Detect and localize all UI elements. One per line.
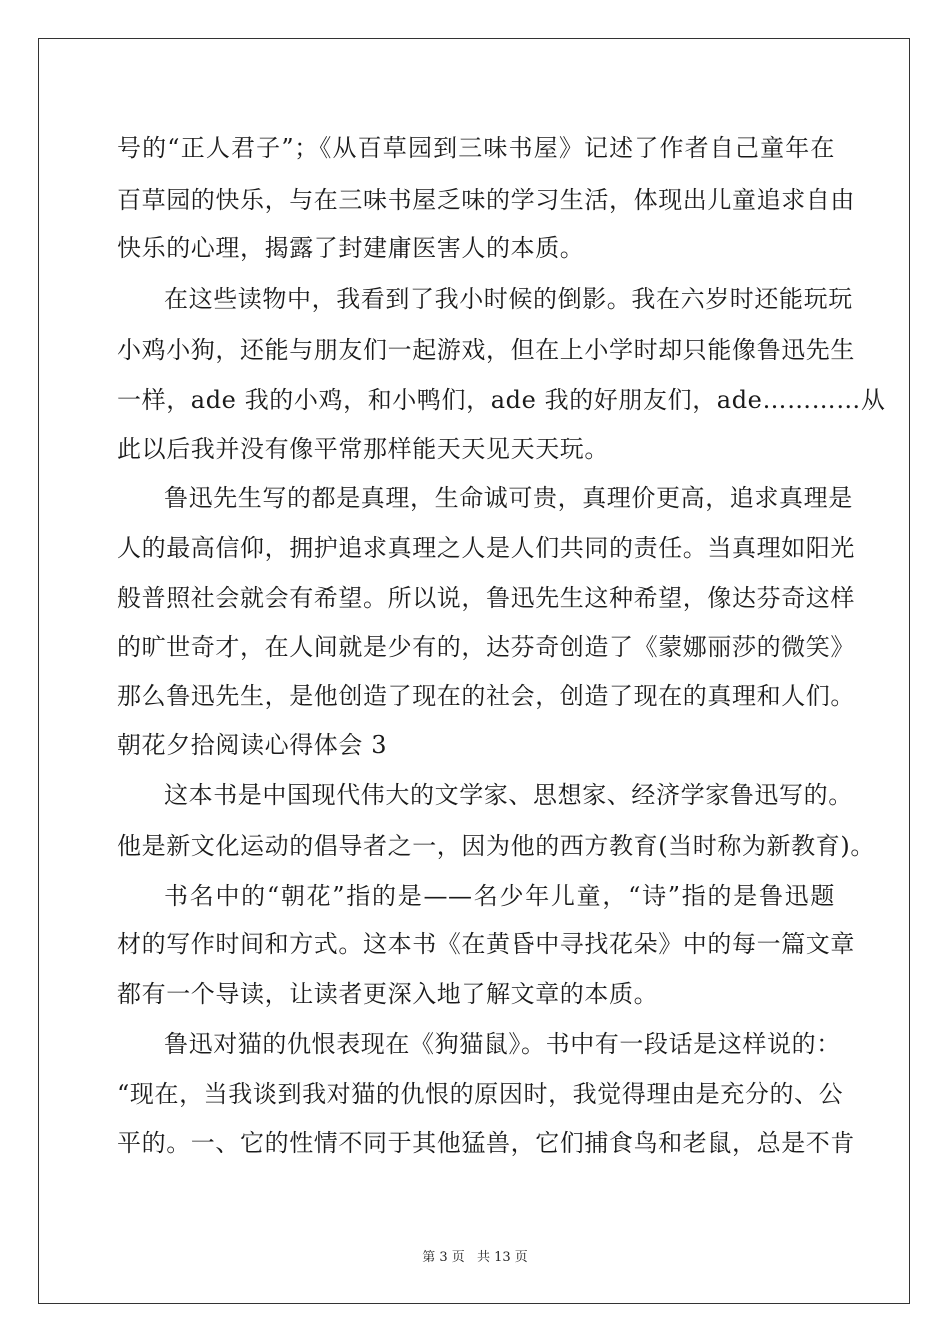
- text-line: 的旷世奇才，在人间就是少有的，达芬奇创造了《蒙娜丽莎的微笑》: [117, 633, 855, 661]
- paragraph-first-line: 在这些读物中，我看到了我小时候的倒影。我在六岁时还能玩玩: [164, 285, 853, 313]
- text-line: 快乐的心理，揭露了封建庸医害人的本质。: [117, 234, 585, 262]
- text-line: 此以后我并没有像平常那样能天天见天天玩。: [117, 435, 609, 463]
- paragraph-first-line: 鲁迅对猫的仇恨表现在《狗猫鼠》。书中有一段话是这样说的：: [164, 1030, 841, 1058]
- text-line: 人的最高信仰，拥护追求真理之人是人们共同的责任。当真理如阳光: [117, 534, 855, 562]
- paragraph-first-line: 这本书是中国现代伟大的文学家、思想家、经济学家鲁迅写的。: [164, 781, 853, 809]
- paragraph-first-line: 鲁迅先生写的都是真理，生命诚可贵，真理价更高，追求真理是: [164, 484, 853, 512]
- paragraph-first-line: 书名中的“朝花”指的是——名少年儿童，“诗”指的是鲁迅题: [164, 882, 835, 910]
- text-line: 平的。一、它的性情不同于其他猛兽，它们捕食鸟和老鼠，总是不肯: [117, 1129, 855, 1157]
- page-number: 第 3 页: [422, 1250, 465, 1265]
- text-line: 材的写作时间和方式。这本书《在黄昏中寻找花朵》中的每一篇文章: [117, 930, 855, 958]
- page-footer: [0, 1246, 950, 1265]
- text-line: 号的“正人君子”；《从百草园到三味书屋》记述了作者自己童年在: [117, 134, 835, 162]
- text-line: “现在，当我谈到我对猫的仇恨的原因时，我觉得理由是充分的、公: [117, 1080, 844, 1108]
- text-line: 他是新文化运动的倡导者之一，因为他的西方教育(当时称为新教育)。: [117, 832, 875, 860]
- page-total: 共 13 页: [476, 1250, 528, 1265]
- text-line: 百草园的快乐，与在三味书屋乏味的学习生活，体现出儿童追求自由: [117, 186, 855, 214]
- text-line: 小鸡小狗，还能与朋友们一起游戏，但在上小学时却只能像鲁迅先生: [117, 336, 855, 364]
- section-heading: 朝花夕拾阅读心得体会 3: [117, 731, 388, 759]
- text-line: 都有一个导读，让读者更深入地了解文章的本质。: [117, 980, 659, 1008]
- text-line: 那么鲁迅先生，是他创造了现在的社会，创造了现在的真理和人们。: [117, 682, 855, 710]
- text-line: 一样，ade 我的小鸡，和小鸭们，ade 我的好朋友们，ade…………从: [117, 386, 886, 414]
- text-line: 般普照社会就会有希望。所以说，鲁迅先生这种希望，像达芬奇这样: [117, 584, 855, 612]
